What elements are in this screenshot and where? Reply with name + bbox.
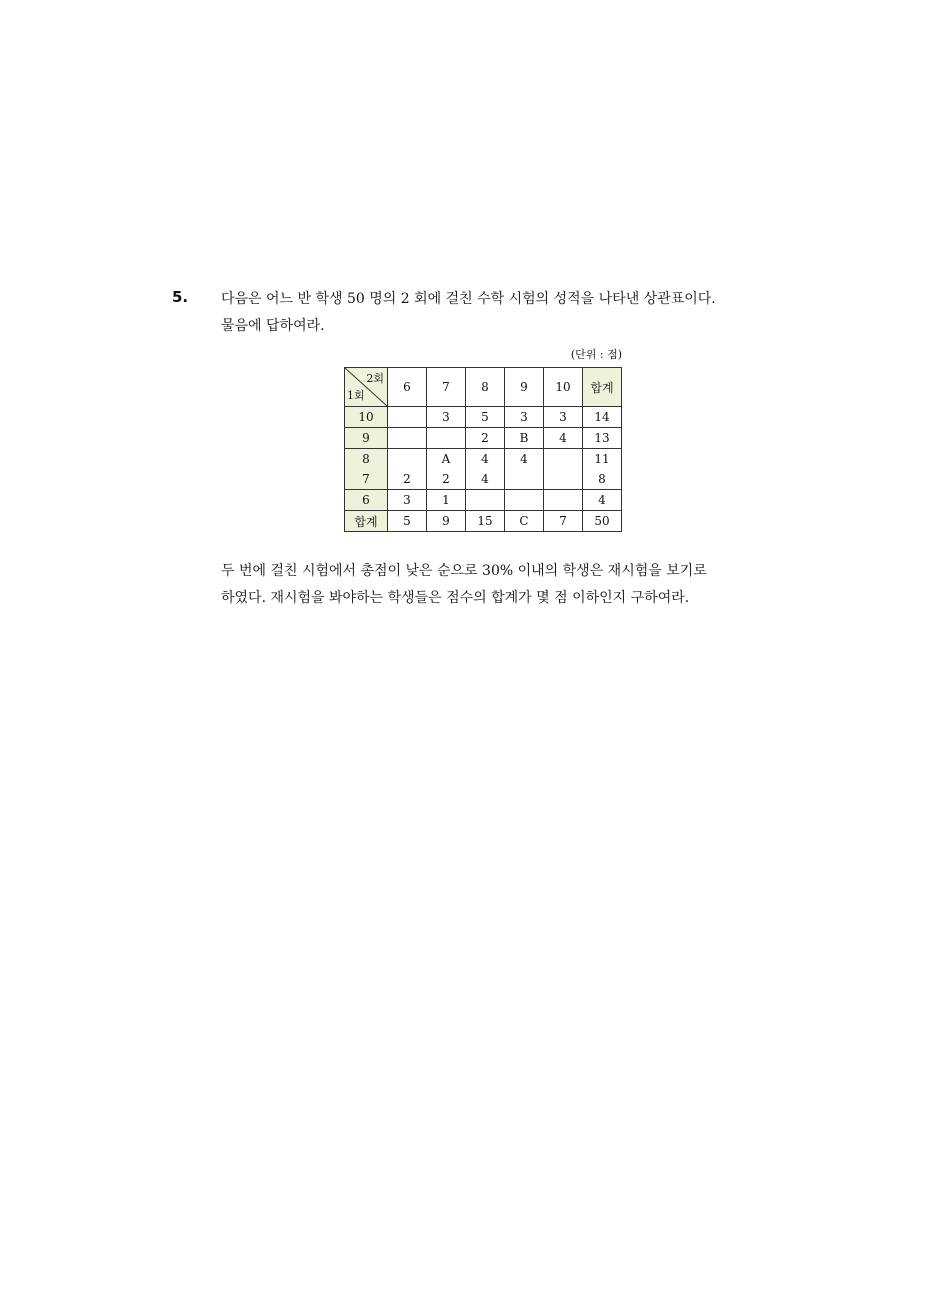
table-cell: [388, 449, 427, 470]
question-text-line-2: 하였다. 재시험을 봐야하는 학생들은 점수의 합계가 몇 점 이하인지 구하여라.: [221, 590, 690, 606]
column-header: 8: [466, 368, 505, 407]
row-header: 7: [345, 469, 388, 490]
table-cell: A: [427, 449, 466, 470]
corner-cell: [345, 368, 388, 407]
column-header: 7: [427, 368, 466, 407]
table-cell: 7: [544, 511, 583, 532]
table-cell: 2: [466, 428, 505, 449]
correlation-table: [344, 367, 622, 532]
column-header: 9: [505, 368, 544, 407]
intro-text-line-1: 다음은 어느 반 학생 50 명의 2 회에 걸친 수학 시험의 성적을 나타낸 상관표이다.: [221, 291, 716, 307]
table-cell: 5: [388, 511, 427, 532]
column-header-total: 합계: [583, 368, 622, 407]
table-cell: 14: [583, 407, 622, 428]
table-cell: [388, 407, 427, 428]
row-header: 6: [345, 490, 388, 511]
intro-text-line-2: 물음에 답하여라.: [221, 318, 325, 334]
table-cell: [466, 490, 505, 511]
table-cell: 2: [427, 469, 466, 490]
table-cell: [544, 490, 583, 511]
table-cell: [427, 428, 466, 449]
question-text-line-1: 두 번에 걸친 시험에서 총점이 낮은 순으로 30% 이내의 학생은 재시험을 보기로: [221, 563, 707, 579]
table-cell: 4: [505, 449, 544, 470]
table-cell: B: [505, 428, 544, 449]
table-cell: [505, 490, 544, 511]
table-cell: [544, 469, 583, 490]
table-cell: 4: [544, 428, 583, 449]
row-header-total: 합계: [345, 511, 388, 532]
table-cell: 11: [583, 449, 622, 470]
table-row: [345, 490, 622, 511]
table-cell: 1: [427, 490, 466, 511]
column-header: 6: [388, 368, 427, 407]
table-cell: 4: [583, 490, 622, 511]
table-row-total: [345, 511, 622, 532]
corner-label-first-test: 1회: [347, 389, 365, 402]
table-cell: [505, 469, 544, 490]
table-header-row: [345, 368, 622, 407]
table-cell: C: [505, 511, 544, 532]
table-row: [345, 469, 622, 490]
column-header: 10: [544, 368, 583, 407]
row-header: 9: [345, 428, 388, 449]
corner-label-second-test: 2회: [366, 372, 384, 385]
table-cell: 50: [583, 511, 622, 532]
row-header: 10: [345, 407, 388, 428]
table-cell: 15: [466, 511, 505, 532]
table-cell: 5: [466, 407, 505, 428]
table-cell: 3: [388, 490, 427, 511]
table-row: [345, 407, 622, 428]
table-row: [345, 428, 622, 449]
unit-label: (단위 : 점): [570, 348, 622, 361]
row-header: 8: [345, 449, 388, 470]
table-cell: 2: [388, 469, 427, 490]
table-row: [345, 449, 622, 470]
table-cell: 3: [427, 407, 466, 428]
question-number: 5.: [172, 288, 189, 306]
table-cell: [388, 428, 427, 449]
table-cell: 9: [427, 511, 466, 532]
table-cell: 4: [466, 469, 505, 490]
table-cell: 3: [505, 407, 544, 428]
table-cell: [544, 449, 583, 470]
table-cell: 3: [544, 407, 583, 428]
table-cell: 8: [583, 469, 622, 490]
table-cell: 4: [466, 449, 505, 470]
table-cell: 13: [583, 428, 622, 449]
